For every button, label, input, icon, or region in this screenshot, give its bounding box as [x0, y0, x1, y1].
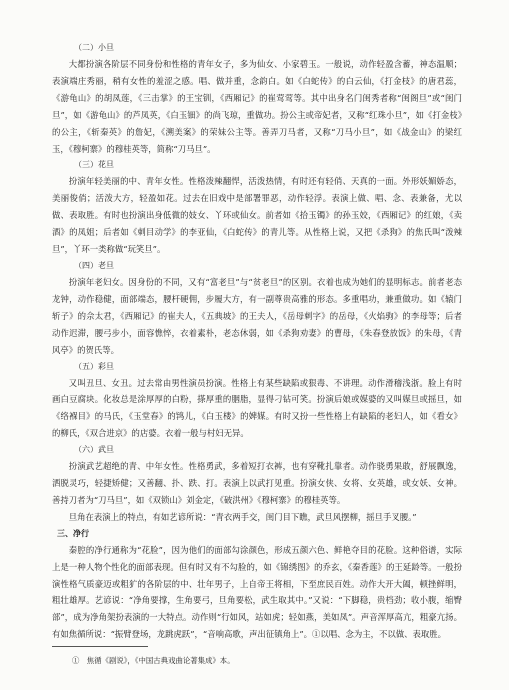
- section-paragraph: 大都扮演各阶层不同身份和性格的青年女子，多为仙女、小家碧玉。一般说，动作轻盈含蓄，神态温顺；表演端庄秀丽，稍有女性的羞涩之感。唱、做并重，念韵白。如《白蛇传》的白云仙，《打金枝》的唐君蕊，《游龟山》的胡凤莲，《三击掌》的王宝钏，《西厢记》的崔莺莺等。其中出身名门闺秀者称“闺阁旦”或“闺门旦”，如《游龟山》的芦凤英，《白玉钿》的尚飞琼，重做功。扮公主或帝妃者，又称“红珠小旦”，如《打金枝》的公主，《斩秦英》的詹妃，《溯美案》的荣妹公主等。善弄刀马者，又称“刀马小旦”，如《战金山》的梁红玉，《穆柯寨》的穆桂英等，简称“刀马旦”。: [52, 59, 462, 154]
- section-heading: （四）老旦: [74, 260, 114, 270]
- section-paragraph: 又叫丑旦、女丑。过去常由男性演员扮演。性格上有某些缺陷或狠毒、不讲理。动作滑稽浅浙。脸上有时画白豆腐块。化妆总是涂厚厚的白粉，搽厚重的胭脂，显得刁钻可笑。扮演后娘或媒婆的又叫媒旦或摇旦，如《络褓目》的马氏，《玉堂春》的鸨儿，《白玉楼》的婢媒。有时又扮一些性格上有缺陷的老妇人，如《看女》的柳氏，《双合进京》的店婆。衣着一般与村妇无异。: [52, 377, 462, 439]
- footnote: ① 焦循《剧说》，《中国古典戏曲论著集成》本。: [72, 656, 235, 665]
- section-heading: （三）花旦: [74, 160, 114, 170]
- footnote-divider: [52, 646, 148, 647]
- section-dan-wudan: [52, 442, 462, 526]
- section-heading: 三、净行: [57, 527, 89, 538]
- section-dan-laodan: [52, 258, 462, 359]
- section-heading: （二）小旦: [74, 43, 114, 52]
- section-paragraph: 扮演武艺超绝的青、中年女性。性格勇武，多着短打衣裤，也有穿靴扎靠者。动作骁勇果敢，舒展飘逸，洒脱灵巧，轻捷矫健；又善翻、扑、跌、打。表演上以武打见重。扮演女侠、女将、女英雄，或女妖、女神。善持刀者为“刀马旦”，如《双锁山》刘金定，《破洪州》《穆柯寨》的穆桂英等。: [52, 461, 462, 505]
- section-dan-huadan: [52, 157, 462, 258]
- section-paragraph: 扮演年老妇女。因身份的不同，又有“富老旦”与“贫老旦”的区别。衣着也成为她们的显明标志。前者老态龙钟，动作稳健，面部端态，腰杆硬佣，步履大方，有一副尊贵高雅的形态。多重唱功，兼重做功。如《辕门斩子》的佘太君，《西厢记》的崔夫人，《五典坡》的王夫人，《岳母刺字》的岳母，《火焰驹》的李母等；后者动作迟滞，腰弓步小，面容憔悴，衣着素朴，老态休弱，如《杀狗劝妻》的曹母，《朱春登放饭》的朱母，《青风亭》的贺氏等。: [52, 276, 462, 355]
- section-dan-caidan: [52, 359, 462, 443]
- section-dan-xiaodan: [52, 40, 462, 157]
- section-paragraph: 旦角在表演上的特点，有如艺谚所说：“青衣两手交，闺门目下瞧，武旦风摆柳，摇旦手叉腰。”: [68, 511, 417, 522]
- section-heading: （六）武旦: [74, 445, 114, 455]
- section-paragraph: 扮演年轻美丽的中、青年女性。性格泼辣翻悍，活泼热情，有时还有轻俏、天真的一面。外形妖媚娇态，美丽俊俏；活泼大方，轻盈如花。过去在旧戏中是部署罪恶，动作轻浮。表演上做、唱、念、表兼备，尤以做、表取胜。有时也扮演出身低微的妓女、丫环或仙女。前者如《拾玉镯》的孙玉姣，《西厢记》的红娘，《卖酒》的凤姐；后者如《刺目动学》的李亚仙，《白蛇传》的青儿等。从性格上说，又把《杀狗》的焦氏叫“泼辣旦”，丫环一类称做“玩笑旦”。: [52, 176, 462, 255]
- section-heading: （五）彩旦: [74, 361, 114, 371]
- section-paragraph: 秦腔的净行通称为“花脸”，因为他们的面部勾涂颜色，形成五颜六色、鲜艳夺目的花脸。这种俗谱，实际上是一种人物个性化的面部表现。但有时又有不勾脸的，如《锦绣图》的乔玄，《秦香莲》的王延龄等。一般扮演性格气质豪迈或粗犷的各阶层的中、壮年男子，上自帝王将相，下至庶民百姓。动作大开大阖，顿挫鲜明，粗壮雄厚。艺谚说：“净角要撑，生角要弓，旦角要松，武生取其中。”又说：“下脚稳，贵档劲；收小腹，缩臀部”，成为净角架扮表演的一大特点。动作则“行如风，站如虎；轻如燕，美如凤”。声音浑厚高亢，粗豪亢扬。有如焦循所说：“振臂登场，龙跳虎跃”，“音响高歌，声出征镇角上”。①以唱、念为主，不以做、表取胜。: [52, 544, 462, 640]
- section-jing: [52, 526, 462, 643]
